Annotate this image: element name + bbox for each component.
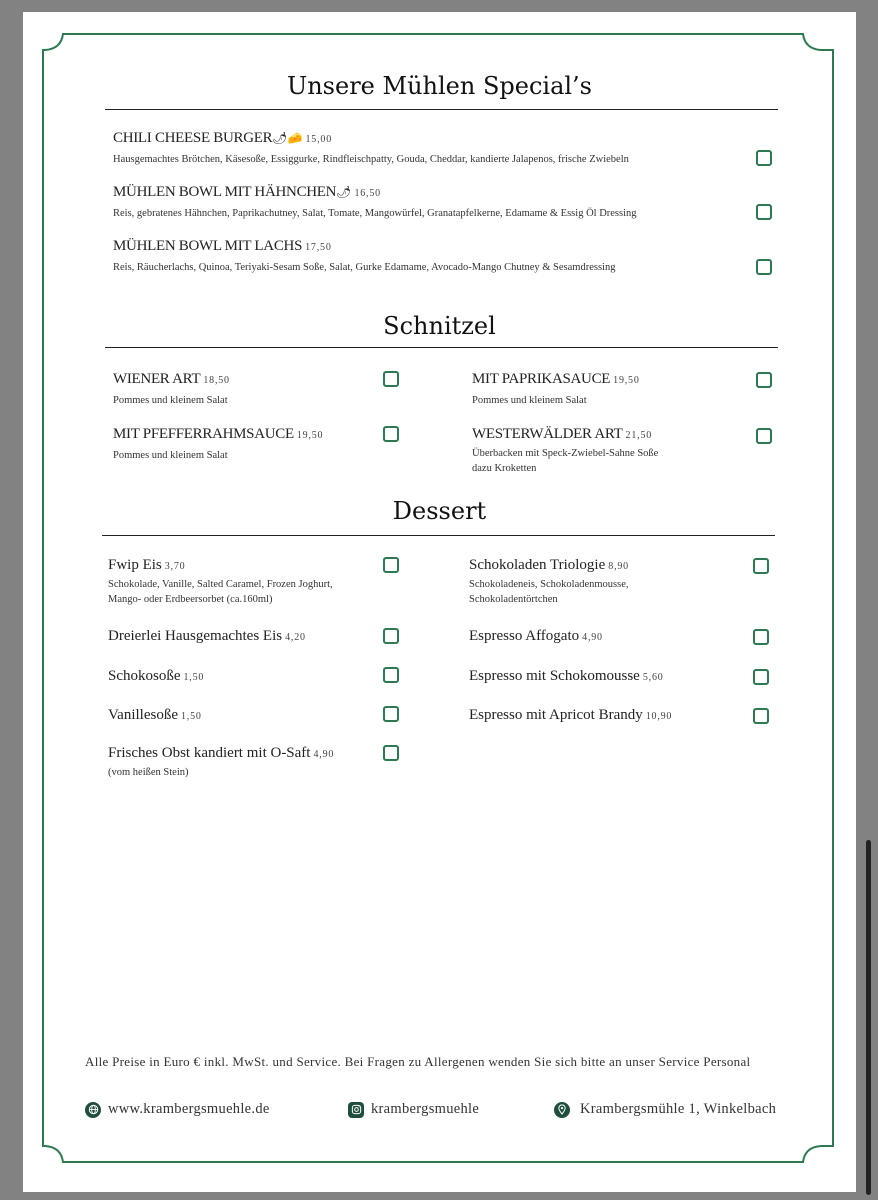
item-description-line: dazu Kroketten: [472, 463, 537, 474]
item-name: MÜHLEN BOWL MIT HÄHNCHEN: [113, 184, 337, 200]
address-link[interactable]: [554, 1101, 776, 1118]
chili-emoji: 🌶: [336, 185, 352, 199]
item-price: 4,90: [313, 749, 335, 760]
menu-item-dreierlei-eis: [108, 627, 306, 645]
menu-item-bowl-lachs: [113, 237, 615, 275]
menu-item-chili-cheese-burger: [113, 129, 629, 167]
item-name: MIT PFEFFERRAHMSAUCE: [113, 426, 294, 442]
website-link[interactable]: [85, 1101, 270, 1118]
checkbox-westerwaelder-art[interactable]: [756, 428, 772, 444]
item-price: 10,90: [645, 711, 673, 722]
instagram-link[interactable]: [348, 1101, 479, 1118]
item-description-line: Mango- oder Erdbeersorbet (ca.160ml): [108, 594, 273, 605]
item-price: 8,90: [608, 561, 629, 572]
item-price: 15,00: [305, 134, 332, 145]
section-divider: [105, 109, 778, 110]
menu-item-schokososse: [108, 667, 204, 685]
checkbox-wiener-art[interactable]: [383, 371, 399, 387]
checkbox-fwip-eis[interactable]: [383, 557, 399, 573]
item-description: Pommes und kleinem Salat: [113, 395, 228, 406]
checkbox-chili-cheese-burger[interactable]: [756, 150, 772, 166]
menu-item-pfefferrahmsauce: [113, 425, 323, 463]
section-divider: [102, 535, 775, 536]
item-price: 5,60: [642, 672, 664, 683]
item-price: 17,50: [305, 242, 332, 253]
checkbox-vanillesosse[interactable]: [383, 706, 399, 722]
section-title-schnitzel: Schnitzel: [383, 312, 496, 340]
menu-page: [23, 12, 856, 1192]
globe-icon: [85, 1102, 101, 1118]
chili-cheese-emoji: 🌶🧀: [272, 131, 303, 145]
menu-item-espresso-apricot-brandy: [469, 706, 672, 724]
section-divider: [105, 347, 778, 348]
footer-note: Alle Preise in Euro € inkl. MwSt. und Service. Bei Fragen zu Allergenen wenden Sie sich bitte an unser Service Personal: [85, 1054, 751, 1069]
checkbox-frisches-obst[interactable]: [383, 745, 399, 761]
item-description: [108, 577, 333, 607]
menu-item-frisches-obst: [108, 744, 334, 780]
checkbox-pfefferrahmsauce[interactable]: [383, 426, 399, 442]
menu-item-vanillesosse: [108, 706, 202, 724]
checkbox-espresso-schokomousse[interactable]: [753, 669, 769, 685]
menu-item-bowl-haehnchen: [113, 183, 637, 221]
item-name: Schokosoße: [108, 668, 181, 684]
item-price: 18,50: [203, 375, 230, 386]
item-description-line: Schokolade, Vanille, Salted Caramel, Frozen Joghurt,: [108, 579, 333, 590]
item-name: Espresso mit Schokomousse: [469, 668, 640, 684]
item-description: Pommes und kleinem Salat: [472, 395, 587, 406]
scrollbar-thumb[interactable]: [866, 840, 871, 1195]
checkbox-espresso-affogato[interactable]: [753, 629, 769, 645]
item-price: 3,70: [164, 561, 186, 572]
item-price: 19,50: [613, 375, 640, 386]
item-name: Dreierlei Hausgemachtes Eis: [108, 628, 283, 644]
item-description-line: Schokoladeneis, Schokoladenmousse,: [469, 579, 629, 590]
menu-item-espresso-affogato: [469, 627, 603, 645]
checkbox-schokososse[interactable]: [383, 667, 399, 683]
address-text: Krambergsmühle 1, Winkelbach: [580, 1101, 777, 1117]
item-name: Frisches Obst kandiert mit O-Saft: [108, 745, 311, 761]
item-description: [469, 577, 629, 607]
item-description-line: Überbacken mit Speck-Zwiebel-Sahne Soße: [472, 448, 659, 459]
menu-item-espresso-schokomousse: [469, 667, 664, 685]
item-description: Hausgemachtes Brötchen, Käsesoße, Essiggurke, Rindfleischpatty, Gouda, Cheddar, kandierte Jalapenos, frische Zwiebeln: [113, 154, 629, 165]
item-name: MIT PAPRIKASAUCE: [472, 371, 611, 387]
item-name: Schokoladen Triologie: [469, 557, 606, 573]
item-price: 16,50: [354, 188, 381, 199]
menu-item-westerwaelder-art: [472, 425, 658, 476]
menu-item-schokoladen-triologie: [469, 556, 629, 607]
location-pin-icon: [554, 1102, 570, 1118]
checkbox-paprikasauce[interactable]: [756, 372, 772, 388]
item-price: 1,50: [183, 672, 205, 683]
menu-item-wiener-art: [113, 370, 230, 408]
website-text: www.krambergsmuehle.de: [108, 1101, 270, 1117]
item-name: WIENER ART: [113, 371, 201, 387]
instagram-text: krambergsmuehle: [371, 1101, 480, 1117]
checkbox-bowl-lachs[interactable]: [756, 259, 772, 275]
item-price: 4,20: [285, 632, 306, 643]
item-description: [472, 446, 658, 476]
item-price: 4,90: [582, 632, 603, 643]
item-description-line: Schokoladentörtchen: [469, 594, 558, 605]
item-name: Espresso mit Apricot Brandy: [469, 707, 643, 723]
item-name: Espresso Affogato: [469, 628, 580, 644]
section-title-dessert: Dessert: [392, 497, 487, 525]
item-name: MÜHLEN BOWL MIT LACHS: [113, 238, 303, 254]
checkbox-espresso-apricot-brandy[interactable]: [753, 708, 769, 724]
instagram-icon: [348, 1102, 364, 1118]
item-name: WESTERWÄLDER ART: [472, 426, 623, 442]
item-description: Pommes und kleinem Salat: [113, 450, 228, 461]
menu-item-paprikasauce: [472, 370, 640, 408]
item-name: CHILI CHEESE BURGER: [113, 130, 273, 146]
menu-item-fwip-eis: [108, 556, 333, 607]
item-description: Reis, gebratenes Hähnchen, Paprikachutney, Salat, Tomate, Mangowürfel, Granatapfelkerne, Edamame & Essig Öl Dressing: [113, 208, 637, 219]
item-price: 21,50: [625, 430, 653, 441]
section-title-specials: Unsere Mühlen Special’s: [286, 72, 592, 100]
checkbox-dreierlei-eis[interactable]: [383, 628, 399, 644]
item-price: 1,50: [180, 711, 202, 722]
checkbox-bowl-haehnchen[interactable]: [756, 204, 772, 220]
item-price: 19,50: [296, 430, 324, 441]
checkbox-schokoladen-triologie[interactable]: [753, 558, 769, 574]
item-description: Reis, Räucherlachs, Quinoa, Teriyaki-Sesam Soße, Salat, Gurke Edamame, Avocado-Mango Chutney & Sesamdressing: [113, 262, 616, 273]
item-name: Fwip Eis: [108, 557, 162, 573]
item-description: (vom heißen Stein): [108, 767, 189, 778]
item-name: Vanillesoße: [108, 707, 178, 723]
